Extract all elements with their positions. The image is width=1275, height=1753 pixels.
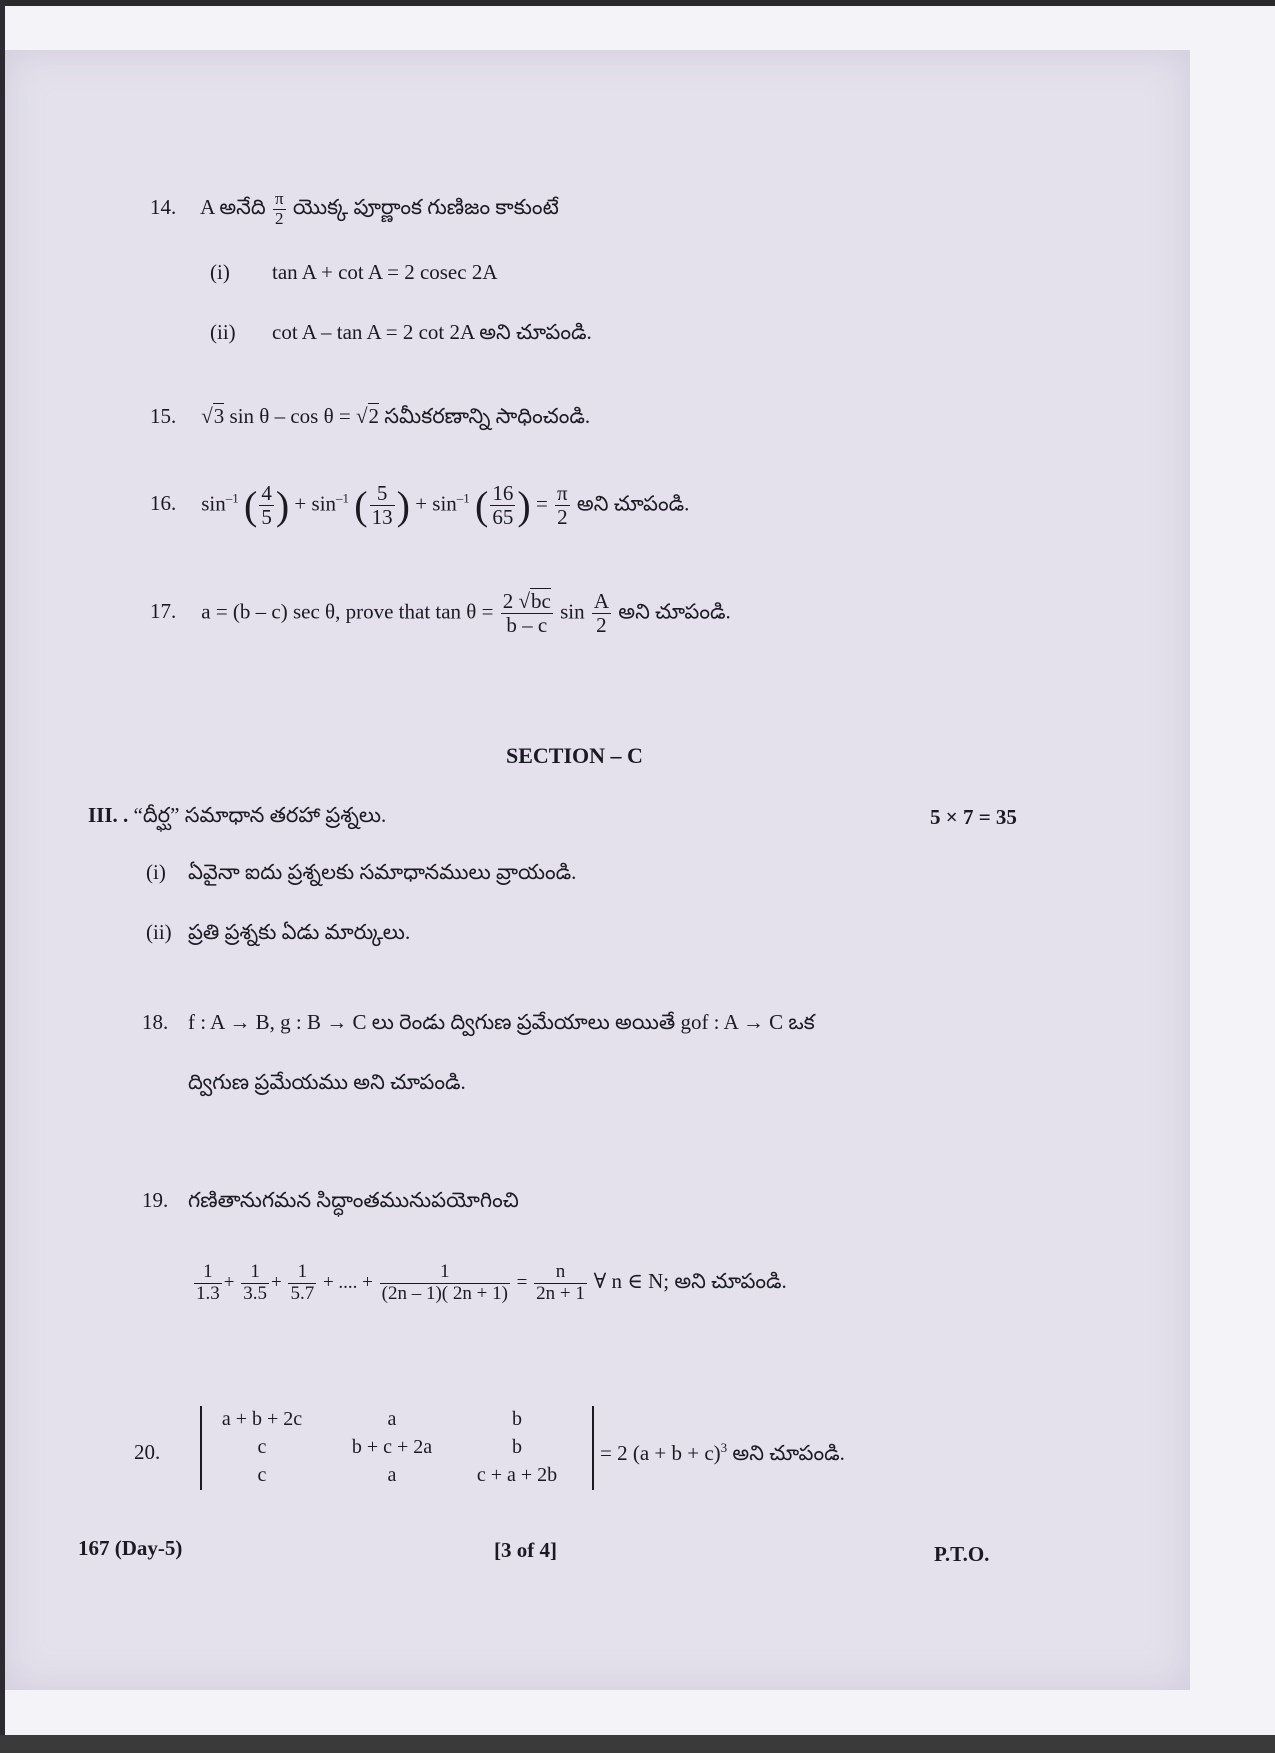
question-15: 15. √3 sin θ – cos θ = √2 సమీకరణాన్ని సాధించండి. xyxy=(150,404,591,428)
question-18: 18. f : A → B, g : B → C లు రెండు ద్విగుణ ప్రమేయాలు అయితే gof : A → C ఒక xyxy=(142,1010,815,1034)
instruction-ii: (ii) ప్రతి ప్రశ్నకు ఏడు మార్కులు. xyxy=(146,920,411,944)
paper-code: 167 (Day-5) xyxy=(78,1536,183,1560)
question-16: 16. $\sin^{-1}$ ( $\frac{4}{5}$ ) + $\sin^{-1}$ ( $\frac{5}{13}$ ) + $\sin^{-1}$ ( $\frac{16}{65}$ ) = $\frac{\pi}{2}$ అని చూపండి. xyxy=(150,481,690,530)
question-14-part-ii: (ii) cot A – tan A = 2 cot 2A అని చూపండి. xyxy=(210,320,592,344)
scan-left-edge xyxy=(0,0,5,1753)
page-number: [3 of 4] xyxy=(494,1538,557,1562)
scan-top-edge xyxy=(0,0,1275,6)
question-number: 14. xyxy=(150,195,177,219)
scan-bottom-edge xyxy=(0,1735,1275,1753)
pto-label: P.T.O. xyxy=(934,1542,990,1566)
question-19-series: $\frac{1}{1.3}$ + $\frac{1}{3.5}$ + $\frac{1}{5.7}$ + .... + $\frac{1}{(2n - 1)( 2n + 1)}$ = $\frac{n}{2n + 1}$ ∀ n ∈ N; అని చూపండి. xyxy=(196,1261,787,1304)
question-14: 14. A అనేది $\frac{\pi}{2}$ యొక్క పూర్ణాంక గుణిజం కాకుంటే xyxy=(150,189,559,228)
question-14-part-i: (i) tan A + cot A = 2 cosec 2A xyxy=(210,260,498,284)
section-c-title: SECTION – C xyxy=(506,743,643,768)
section-c-marks: 5 × 7 = 35 xyxy=(930,805,1017,829)
question-20-number: 20. xyxy=(134,1440,161,1464)
determinant: a + b + 2c a b c b + c + 2a b c a c + a + 2b xyxy=(200,1406,594,1490)
section-c-heading: III. . “దీర్ఘ” సమాధాన తరహా ప్రశ్నలు. xyxy=(88,803,387,827)
fraction: $\frac{\pi}{2}$ xyxy=(274,189,284,228)
question-18-line-2: ద్విగుణ ప్రమేయము అని చూపండి. xyxy=(188,1070,466,1094)
question-19: 19. గణితానుగమన సిద్ధాంతమునుపయోగించి xyxy=(142,1188,519,1212)
question-20-rhs: = 2 $(a + b + c)^3$ అని చూపండి. xyxy=(600,1440,845,1465)
question-17: 17. a = (b – c) sec θ, prove that tan θ = $\frac{2 √bc}{b - c}$ sin $\frac{A}{2}$ అని చూపండి. xyxy=(150,589,731,638)
instruction-i: (i) ఏవైనా ఐదు ప్రశ్నలకు సమాధానములు వ్రాయండి. xyxy=(146,860,577,884)
